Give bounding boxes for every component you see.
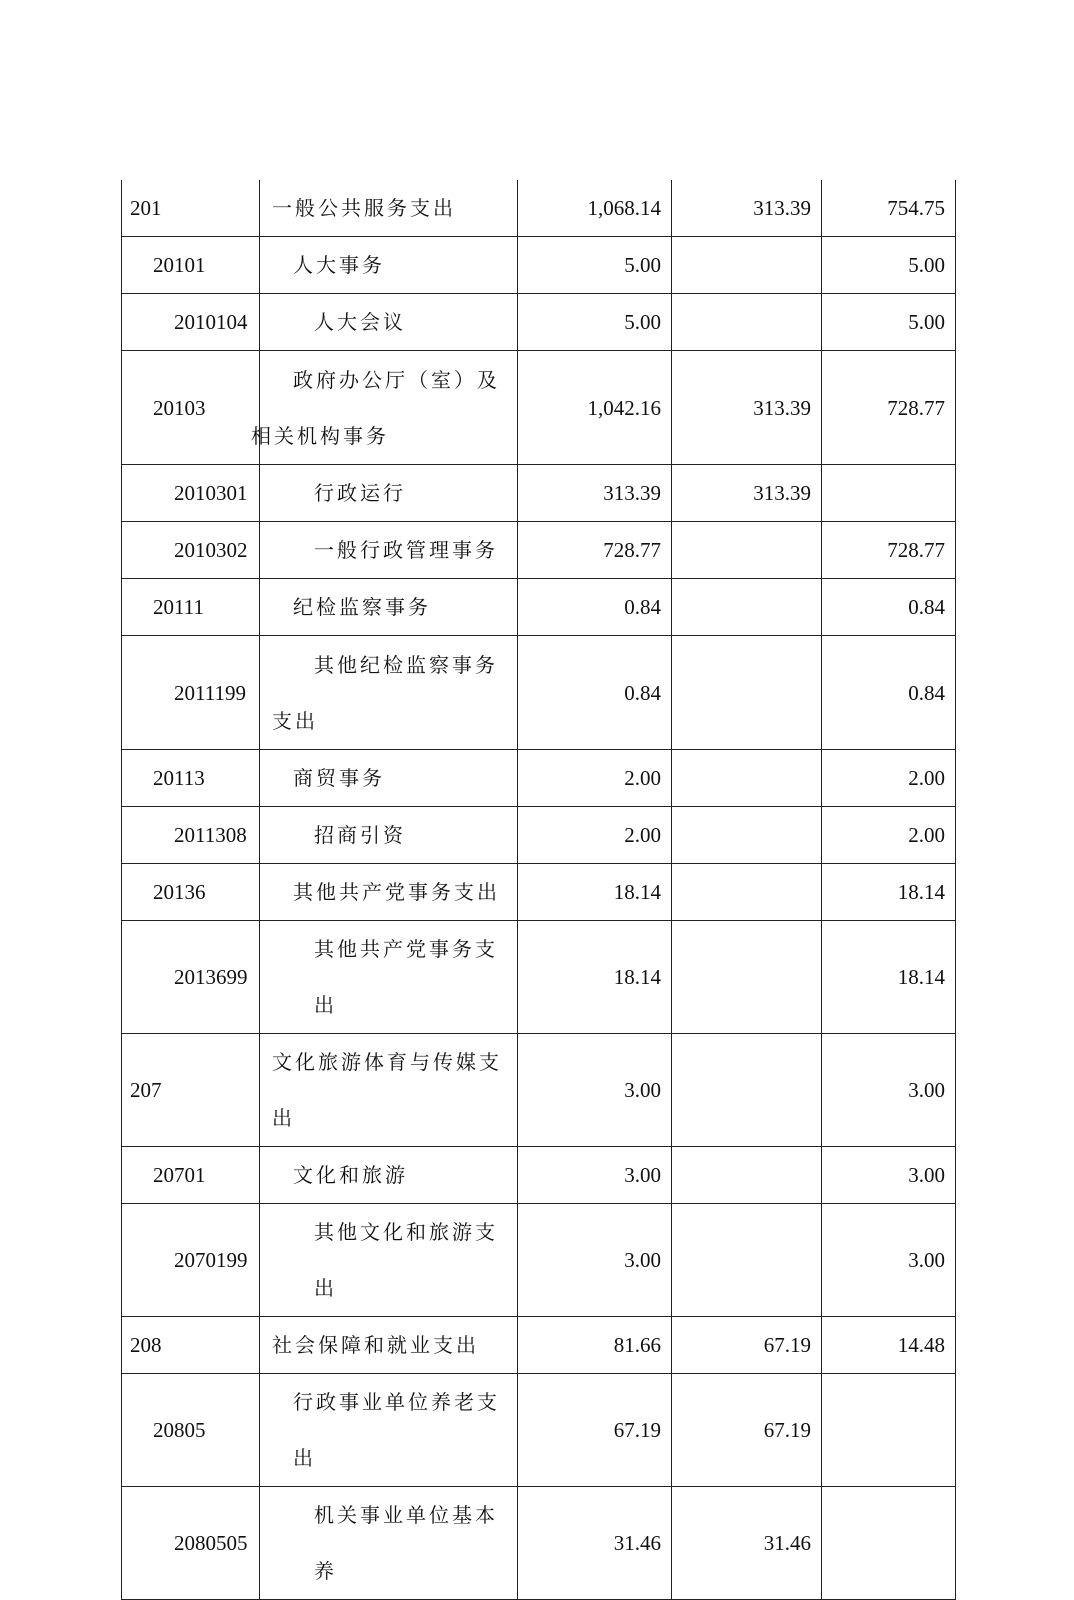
project-expenditure bbox=[822, 1374, 956, 1487]
subject-code: 2011308 bbox=[122, 807, 260, 864]
subject-code: 2010104 bbox=[122, 294, 260, 351]
subject-code: 20113 bbox=[122, 750, 260, 807]
total-amount: 5.00 bbox=[518, 294, 672, 351]
subject-code: 2010301 bbox=[122, 465, 260, 522]
table-row bbox=[122, 1147, 956, 1204]
subject-code: 20101 bbox=[122, 237, 260, 294]
subject-name: 行政运行 bbox=[260, 465, 518, 522]
project-expenditure: 754.75 bbox=[822, 180, 956, 237]
subject-name: 其他共产党事务支出 bbox=[260, 921, 518, 1034]
subject-name: 人大事务 bbox=[260, 237, 518, 294]
total-amount: 1,068.14 bbox=[518, 180, 672, 237]
project-expenditure: 2.00 bbox=[822, 807, 956, 864]
basic-expenditure bbox=[672, 522, 822, 579]
subject-name: 机关事业单位基本养 bbox=[260, 1487, 518, 1600]
total-amount: 18.14 bbox=[518, 921, 672, 1034]
basic-expenditure bbox=[672, 294, 822, 351]
basic-expenditure bbox=[672, 750, 822, 807]
subject-code: 20103 bbox=[122, 351, 260, 465]
subject-code: 2011199 bbox=[122, 636, 260, 750]
table-row bbox=[122, 1034, 956, 1147]
total-amount: 313.39 bbox=[518, 465, 672, 522]
total-amount: 1,042.16 bbox=[518, 351, 672, 465]
table-row bbox=[122, 636, 956, 750]
total-amount: 728.77 bbox=[518, 522, 672, 579]
subject-name: 文化和旅游 bbox=[260, 1147, 518, 1204]
subject-name: 人大会议 bbox=[260, 294, 518, 351]
basic-expenditure bbox=[672, 921, 822, 1034]
basic-expenditure bbox=[672, 1147, 822, 1204]
project-expenditure: 5.00 bbox=[822, 237, 956, 294]
basic-expenditure bbox=[672, 579, 822, 636]
subject-name: 招商引资 bbox=[260, 807, 518, 864]
total-amount: 18.14 bbox=[518, 864, 672, 921]
basic-expenditure bbox=[672, 636, 822, 750]
project-expenditure: 18.14 bbox=[822, 921, 956, 1034]
subject-name: 其他共产党事务支出 bbox=[260, 864, 518, 921]
subject-code: 20805 bbox=[122, 1374, 260, 1487]
table-row bbox=[122, 807, 956, 864]
subject-name: 商贸事务 bbox=[260, 750, 518, 807]
project-expenditure: 18.14 bbox=[822, 864, 956, 921]
basic-expenditure: 67.19 bbox=[672, 1317, 822, 1374]
basic-expenditure: 313.39 bbox=[672, 465, 822, 522]
subject-code: 207 bbox=[122, 1034, 260, 1147]
table-row bbox=[122, 180, 956, 237]
table-row bbox=[122, 921, 956, 1034]
project-expenditure: 5.00 bbox=[822, 294, 956, 351]
basic-expenditure bbox=[672, 237, 822, 294]
project-expenditure: 728.77 bbox=[822, 351, 956, 465]
table-row bbox=[122, 1487, 956, 1600]
budget-expenditure-table bbox=[121, 180, 956, 1600]
basic-expenditure: 31.46 bbox=[672, 1487, 822, 1600]
subject-name-text: 政府办公厅（室）及相关机构事务 bbox=[251, 367, 500, 448]
table-row bbox=[122, 579, 956, 636]
subject-name: 行政事业单位养老支出 bbox=[260, 1374, 518, 1487]
subject-name-text: 其他纪检监察事务支出 bbox=[272, 652, 498, 733]
total-amount: 81.66 bbox=[518, 1317, 672, 1374]
project-expenditure: 3.00 bbox=[822, 1147, 956, 1204]
table-row bbox=[122, 1317, 956, 1374]
subject-code: 201 bbox=[122, 180, 260, 237]
subject-code: 2070199 bbox=[122, 1204, 260, 1317]
basic-expenditure: 313.39 bbox=[672, 351, 822, 465]
project-expenditure: 14.48 bbox=[822, 1317, 956, 1374]
project-expenditure: 0.84 bbox=[822, 636, 956, 750]
subject-name: 社会保障和就业支出 bbox=[260, 1317, 518, 1374]
total-amount: 2.00 bbox=[518, 750, 672, 807]
subject-code: 208 bbox=[122, 1317, 260, 1374]
subject-name: 一般行政管理事务 bbox=[260, 522, 518, 579]
total-amount: 0.84 bbox=[518, 579, 672, 636]
project-expenditure: 0.84 bbox=[822, 579, 956, 636]
table-row bbox=[122, 1374, 956, 1487]
project-expenditure: 3.00 bbox=[822, 1034, 956, 1147]
subject-name: 一般公共服务支出 bbox=[260, 180, 518, 237]
subject-name: 纪检监察事务 bbox=[260, 579, 518, 636]
total-amount: 2.00 bbox=[518, 807, 672, 864]
total-amount: 0.84 bbox=[518, 636, 672, 750]
subject-code: 2013699 bbox=[122, 921, 260, 1034]
total-amount: 5.00 bbox=[518, 237, 672, 294]
total-amount: 3.00 bbox=[518, 1204, 672, 1317]
total-amount: 3.00 bbox=[518, 1034, 672, 1147]
subject-code: 20111 bbox=[122, 579, 260, 636]
subject-code: 2080505 bbox=[122, 1487, 260, 1600]
table-row bbox=[122, 237, 956, 294]
subject-code: 2010302 bbox=[122, 522, 260, 579]
project-expenditure bbox=[822, 465, 956, 522]
table-row bbox=[122, 351, 956, 465]
total-amount: 3.00 bbox=[518, 1147, 672, 1204]
subject-code: 20136 bbox=[122, 864, 260, 921]
total-amount: 67.19 bbox=[518, 1374, 672, 1487]
project-expenditure: 3.00 bbox=[822, 1204, 956, 1317]
project-expenditure: 2.00 bbox=[822, 750, 956, 807]
basic-expenditure: 67.19 bbox=[672, 1374, 822, 1487]
table-row bbox=[122, 864, 956, 921]
subject-name: 文化旅游体育与传媒支出 bbox=[260, 1034, 518, 1147]
subject-name: 其他文化和旅游支出 bbox=[260, 1204, 518, 1317]
subject-code: 20701 bbox=[122, 1147, 260, 1204]
table-row bbox=[122, 465, 956, 522]
total-amount: 31.46 bbox=[518, 1487, 672, 1600]
project-expenditure bbox=[822, 1487, 956, 1600]
basic-expenditure bbox=[672, 807, 822, 864]
project-expenditure: 728.77 bbox=[822, 522, 956, 579]
table-row bbox=[122, 1204, 956, 1317]
table-row bbox=[122, 522, 956, 579]
basic-expenditure bbox=[672, 1034, 822, 1147]
basic-expenditure bbox=[672, 1204, 822, 1317]
basic-expenditure: 313.39 bbox=[672, 180, 822, 237]
table-row bbox=[122, 294, 956, 351]
subject-name bbox=[251, 351, 518, 465]
basic-expenditure bbox=[672, 864, 822, 921]
table-row bbox=[122, 750, 956, 807]
subject-name bbox=[260, 636, 518, 750]
